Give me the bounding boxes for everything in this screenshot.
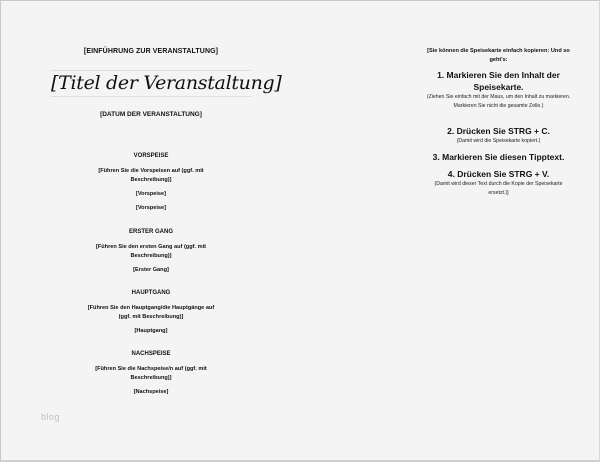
menu-item[interactable]: [Hauptgang]: [134, 328, 168, 334]
section-description[interactable]: [Führen Sie den ersten Gang auf (ggf. mit Beschreibung)]: [95, 244, 207, 259]
step-label[interactable]: 3. Markieren Sie diesen Tipptext.: [432, 152, 565, 162]
step-label[interactable]: 2. Drücken Sie STRG + C.: [447, 126, 550, 136]
event-date[interactable]: [DATUM DER VERANSTALTUNG]: [100, 111, 202, 118]
tip-step-4: [426, 168, 571, 197]
menu-item[interactable]: [Vorspeise]: [135, 191, 167, 197]
menu-item[interactable]: [Erster Gang]: [133, 267, 169, 273]
tip-step-3: [426, 151, 571, 163]
step-label[interactable]: 1. Markieren Sie den Inhalt der Speisekarte.: [437, 70, 560, 92]
section-heading[interactable]: HAUPTGANG: [131, 290, 171, 296]
section-heading[interactable]: ERSTER GANG: [128, 229, 173, 235]
tip-step-2: [426, 125, 571, 146]
step-note[interactable]: (Ziehen Sie einfach mit der Maus, um den Inhalt zu markieren. Markieren Sie nicht die gesamte Zelle.): [426, 94, 571, 109]
section-erster-gang: [41, 229, 261, 280]
section-nachspeise: [41, 351, 261, 402]
step-note[interactable]: (Damit wird dieser Text durch die Kopie der Speisekarte ersetzt.)]: [434, 181, 563, 196]
section-description[interactable]: [Führen Sie die Vorspeisen auf (ggf. mit Beschreibung)]: [98, 168, 204, 183]
section-vorspeise: [41, 153, 261, 218]
section-description[interactable]: [Führen Sie den Hauptgang/die Hauptgänge auf (ggf. mit Beschreibung)]: [87, 305, 215, 320]
menu-item[interactable]: [Nachspeise]: [133, 389, 169, 395]
section-hauptgang: [41, 290, 261, 341]
step-note[interactable]: (Damit wird die Speisekarte kopiert.): [456, 138, 541, 144]
tips-intro[interactable]: [Sie können die Speisekarte einfach kopieren: Und so geht's:: [427, 48, 570, 63]
section-heading[interactable]: NACHSPEISE: [131, 351, 171, 357]
section-heading[interactable]: VORSPEISE: [133, 153, 169, 159]
menu-item[interactable]: [Vorspeise]: [135, 205, 167, 211]
title-frame: [51, 70, 282, 97]
event-intro[interactable]: [EINFÜHRUNG ZUR VERANSTALTUNG]: [83, 48, 219, 55]
section-description[interactable]: [Führen Sie die Nachspeise/n auf (ggf. mit Beschreibung)]: [95, 366, 207, 381]
watermark-text: blog: [41, 412, 61, 422]
event-title[interactable]: [Titel der Veranstaltung]: [51, 72, 282, 94]
tip-step-1: [426, 69, 571, 110]
step-label[interactable]: 4. Drücken Sie STRG + V.: [447, 169, 550, 179]
